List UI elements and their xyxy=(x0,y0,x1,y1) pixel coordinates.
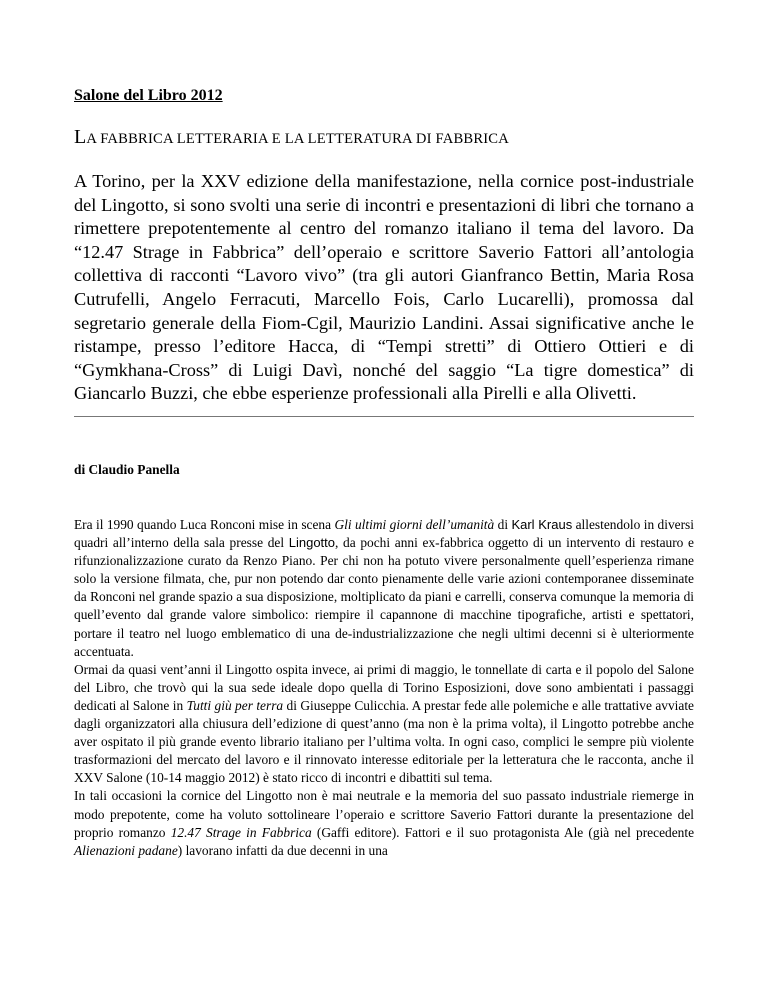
article-body xyxy=(74,516,694,860)
author-name: Karl Kraus xyxy=(511,517,573,532)
article-lead: A Torino, per la XXV edizione della manifestazione, nella cornice post-industriale del Lingotto, si sono svolti una serie di incontri e presentazioni di libri che tornano a rimettere prepotentemente al centro del romanzo italiano il tema del lavoro. Da “12.47 Strage in Fabbrica” dell’operaio e scrittore Saverio Fattori all’antologia collettiva di racconti “Lavoro vivo” (tra gli autori Gianfranco Bettin, Maria Rosa Cutrufelli, Angelo Ferracuti, Marcello Fois, Carlo Lucarelli), promossa dal segretario generale della Fiom-Cgil, Maurizio Landini. Assai significative anche le ristampe, presso l’editore Hacca, di “Tempi stretti” di Ottiero Ottieri e di “Gymkhana-Cross” di Luigi Davì, nonché del saggio “La tigre domestica” di Giancarlo Buzzi, che ebbe esperienze professionali alla Pirelli e alla Olivetti. xyxy=(74,171,694,404)
italic-title: 12.47 Strage in Fabbrica xyxy=(170,824,312,840)
article-title xyxy=(74,126,509,149)
article-title-initial: L xyxy=(74,126,87,148)
separator-line xyxy=(74,416,694,417)
paragraph-3: In tali occasioni la cornice del Lingotto non è mai neutrale e la memoria del suo passato industriale riemerge in modo prepotente, come ha voluto sottolineare l’operaio e scrittore Saverio Fattori durante la presentazione del proprio romanzo 12.47 Strage in Fabbrica (Gaffi editore). Fattori e il suo protagonista Ale (già nel precedente Alienazioni padane) lavorano infatti da due decenni in una xyxy=(74,788,695,858)
paragraph-1: Era il 1990 quando Luca Ronconi mise in scena Gli ultimi giorni dell’umanità di Karl Kraus allestendolo in diversi quadri all’interno della sala presse del Lingotto, da pochi anni ex-fabbrica oggetto di un intervento di restauro e rifunzionalizzazione curato da Renzo Piano. Per chi non ha potuto vivere personalmente quell’esperienza rimane solo la versione filmata, che, pur non potendo dar conto pienamente delle varie azioni contemporanee disseminate da Ronconi nel grande spazio a sua disposizione, moltiplicato da piani e carrelli, conserva comunque la memoria di quell’evento dal grande valore simbolico: riempire il capannone di macchine tipografiche, artisti e spettatori, portare il teatro nel luogo emblematico di una de-industrializzazione che negli ultimi decenni si è ulteriormente accentuata. xyxy=(74,517,694,659)
paragraph-2: Ormai da quasi vent’anni il Lingotto ospita invece, ai primi di maggio, le tonnellate di carta e il popolo del Salone del Libro, che trovò qui la sua sede ideale dopo quella di Torino Esposizioni, dove sono ambientati i passaggi dedicati al Salone in Tutti giù per terra di Giuseppe Culicchia. A prestar fede alle polemiche e alle trattative avviate dagli organizzatori alla chiusura dell’edizione di quest’anno (ma non è la prima volta), il Lingotto potrebbe anche aver ospitato il più grande evento librario italiano per l’ultima volta. In ogni caso, complici le sempre più violente trasformazioni del mercato del lavoro e il rinnovato interesse editoriale per la letteratura che le racconta, anche il XXV Salone (10-14 maggio 2012) è stato ricco di incontri e dibattiti sul tema. xyxy=(74,661,694,786)
italic-title: Tutti giù per terra xyxy=(186,697,284,713)
byline: di Claudio Panella xyxy=(74,462,180,477)
place-name: Lingotto xyxy=(288,535,335,551)
italic-title: Gli ultimi giorni dell’umanità xyxy=(334,517,495,532)
section-title: Salone del Libro 2012 xyxy=(74,87,223,104)
italic-title: Alienazioni padane xyxy=(74,842,178,858)
article-title-rest: A FABBRICA LETTERARIA E LA LETTERATURA DI FABBRICA xyxy=(86,131,509,147)
